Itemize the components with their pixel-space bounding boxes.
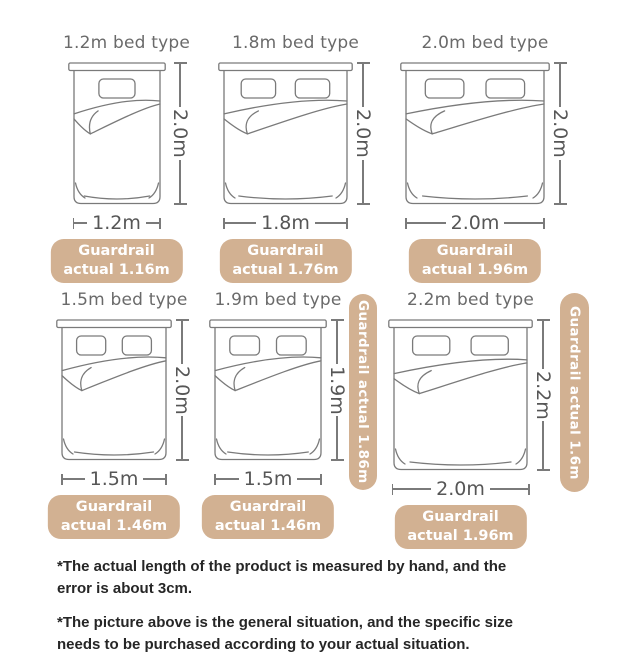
bed-panel-1-9m (209, 288, 347, 539)
height-dimension-marker (327, 319, 347, 461)
bed-panel-1-8m (218, 31, 373, 283)
guardrail-badge-line1: Guardrail (422, 509, 499, 525)
guardrail-badge-line2: actual 1.96m (407, 528, 514, 544)
width-dimension-marker (214, 467, 322, 491)
height-dimension-marker (353, 62, 373, 205)
guardrail-badge-line2: actual 1.46m (60, 518, 168, 534)
height-dimension-marker (172, 319, 192, 461)
footnote-measurement-error (57, 556, 506, 600)
dimension-line (362, 64, 364, 108)
dimension-line (393, 488, 431, 490)
width-dimension-label: 1.5m (243, 468, 293, 490)
dimension-line (297, 478, 320, 480)
dimension-line (216, 478, 239, 480)
bed-panel-2-2m (388, 288, 553, 549)
bed-type-title: 2.2m bed type (406, 290, 535, 310)
width-dimension-marker (405, 211, 545, 235)
dimension-line (504, 222, 543, 224)
guardrail-badge-line2: actual 1.96m (421, 262, 529, 278)
guardrail-actual-badge (394, 505, 526, 549)
dimension-line (63, 478, 85, 480)
dimension-line (225, 222, 257, 224)
guardrail-vertical-banner: Guardrail actual 1.86m (349, 294, 377, 490)
bed-type-title: 1.9m bed type (214, 290, 342, 310)
guardrail-badge-line2: actual 1.76m (232, 262, 339, 278)
dimension-line (362, 160, 364, 204)
bed-panel-1-5m (56, 288, 192, 539)
guardrail-badge-line1: Guardrail (75, 499, 153, 515)
guardrail-badge-line2: actual 1.16m (63, 262, 170, 278)
bed-top-view-illustration (56, 319, 172, 461)
dimension-line (490, 488, 528, 490)
dimension-line (542, 321, 544, 369)
guardrail-actual-badge (202, 495, 334, 539)
dimension-cap (357, 203, 370, 205)
dimension-line (559, 64, 561, 108)
guardrail-badge-line1: Guardrail (229, 499, 307, 515)
guardrail-vertical-banner: Guardrail actual 1.6m (560, 293, 589, 492)
width-dimension-label: 1.8m (261, 212, 310, 234)
guardrail-actual-badge (409, 239, 541, 283)
bed-type-title: 1.5m bed type (60, 290, 188, 310)
width-dimension-marker (73, 211, 161, 235)
dimension-line (336, 416, 338, 459)
dimension-tick (346, 218, 348, 229)
guardrail-badge-line1: Guardrail (78, 243, 155, 259)
width-dimension-label: 2.0m (436, 478, 485, 500)
bed-panel-2-0m (400, 31, 570, 283)
guardrail-actual-badge (50, 239, 182, 283)
dimension-line (179, 160, 181, 204)
bed-panel-1-2m (63, 31, 190, 283)
bed-top-view-illustration (218, 62, 353, 205)
height-dimension-marker (533, 319, 553, 471)
bed-top-view-illustration (388, 319, 533, 471)
width-dimension-label: 1.5m (89, 468, 139, 490)
footnote-line: *The picture above is the general situation, and the specific size (57, 614, 513, 631)
dimension-cap (176, 459, 189, 461)
width-dimension-label: 2.0m (450, 212, 500, 234)
dimension-cap (554, 203, 567, 205)
dimension-line (146, 222, 159, 224)
bed-type-title: 2.0m bed type (421, 33, 549, 53)
width-dimension-marker (61, 467, 167, 491)
guardrail-actual-badge (219, 239, 351, 283)
dimension-cap (174, 203, 187, 205)
guardrail-badge-line1: Guardrail (436, 243, 514, 259)
dimension-tick (320, 474, 322, 485)
height-dimension-label: 2.0m (169, 109, 192, 158)
height-dimension-label: 1.9m (326, 365, 348, 415)
dimension-cap (331, 459, 344, 461)
dimension-line (181, 416, 183, 459)
bed-type-title: 1.2m bed type (63, 33, 191, 53)
footnote-line: needs to be purchased according to your actual situation. (57, 636, 470, 653)
guardrail-actual-badge (48, 495, 180, 539)
dimension-line (315, 222, 347, 224)
bed-top-view-illustration (209, 319, 327, 461)
dimension-line (74, 222, 87, 224)
bed-top-view-illustration (400, 62, 550, 205)
dimension-line (143, 478, 165, 480)
dimension-line (181, 321, 183, 364)
height-dimension-label: 2.0m (352, 109, 374, 158)
width-dimension-label: 1.2m (92, 212, 141, 234)
bed-top-view-illustration (68, 62, 166, 205)
height-dimension-label: 2.0m (549, 109, 571, 158)
dimension-line (559, 160, 561, 204)
guardrail-badge-line1: Guardrail (247, 243, 324, 259)
height-dimension-marker (550, 62, 570, 205)
dimension-tick (159, 218, 161, 229)
dimension-tick (543, 218, 545, 229)
dimension-line (542, 421, 544, 469)
footnote-line: error is about 3cm. (57, 580, 193, 597)
height-dimension-label: 2.2m (532, 370, 554, 420)
footnote-general-situation (57, 612, 513, 656)
height-dimension-marker (170, 62, 190, 205)
height-dimension-label: 2.0m (171, 365, 193, 415)
footnote-line: *The actual length of the product is measured by hand, and the (57, 558, 507, 575)
dimension-line (407, 222, 446, 224)
dimension-tick (165, 474, 167, 485)
dimension-tick (528, 484, 530, 495)
bed-type-title: 1.8m bed type (231, 33, 360, 53)
width-dimension-marker (223, 211, 348, 235)
dimension-line (336, 321, 338, 364)
guardrail-badge-line2: actual 1.46m (214, 518, 322, 534)
width-dimension-marker (392, 477, 530, 501)
dimension-cap (537, 469, 550, 471)
dimension-line (179, 64, 181, 108)
